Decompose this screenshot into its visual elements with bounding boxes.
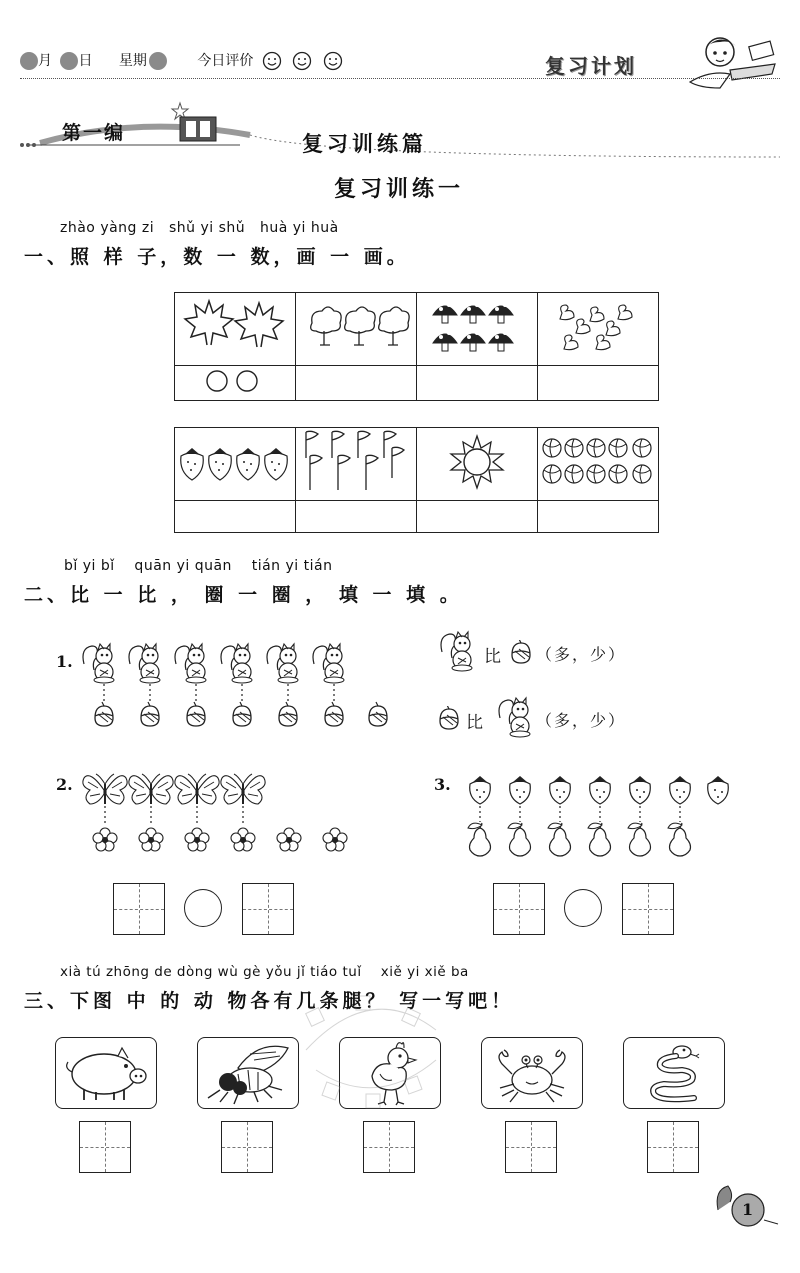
pig-icon: [56, 1038, 156, 1108]
smiley-icon: [262, 51, 282, 71]
q2-item-3-number: 3.: [434, 775, 451, 794]
answer-cell-trees[interactable]: [296, 366, 417, 401]
answer-box-left[interactable]: [493, 883, 545, 935]
weekday-label: 星期: [118, 53, 147, 69]
volleyball-icon: [538, 428, 658, 496]
compare-circle[interactable]: [564, 889, 602, 927]
chick-legs-answer-box[interactable]: [363, 1121, 415, 1173]
snake-picture: [623, 1037, 725, 1109]
watermark-stamp: [296, 990, 446, 1120]
choice-text[interactable]: （多，少）: [536, 645, 627, 664]
mushrooms-cell: [417, 293, 538, 366]
strawberries-cell: [175, 428, 296, 501]
crab-picture: [481, 1037, 583, 1109]
answer-box-right[interactable]: [242, 883, 294, 935]
page-number: 1: [742, 1200, 754, 1219]
compare-word: 比: [484, 647, 501, 667]
part-title: 复习训练篇: [302, 131, 427, 156]
q1-grid-1: [174, 292, 659, 401]
leaves-cell: [175, 293, 296, 366]
fly-legs-answer-box[interactable]: [221, 1121, 273, 1173]
trees-cell: [296, 293, 417, 366]
day-label: 日: [78, 53, 93, 69]
q2-title: 二、比 一 比 ， 圈 一 圈 ， 填 一 填 。: [24, 584, 463, 606]
compare-word: 比: [466, 713, 483, 733]
month-circle: [20, 52, 38, 70]
month-label: 月: [38, 53, 52, 69]
snake-icon: [624, 1038, 724, 1108]
squirrel-icon: [496, 696, 536, 740]
sun-icon: [417, 428, 537, 496]
strawberry-icon: [175, 428, 295, 496]
day-circle: [60, 52, 78, 70]
q3-pinyin: xià tú zhōng de dòng wù gè yǒu jǐ tiáo tuǐ xiě yi xiě ba: [60, 964, 469, 980]
squirrel-icon: [438, 630, 478, 674]
compare-circle[interactable]: [184, 889, 222, 927]
duck-icon: [538, 293, 658, 361]
maple-leaf-icon: [175, 293, 295, 361]
q2-item-2-number: 2.: [56, 775, 73, 794]
tree-icon: [296, 293, 416, 361]
ducks-cell: [538, 293, 659, 366]
flags-cell: [296, 428, 417, 501]
brand-title: 复习计划: [545, 54, 637, 78]
answer-box-right[interactable]: [622, 883, 674, 935]
sun-cell: [417, 428, 538, 501]
q1-title: 一、照 样 子，数 一 数，画 一 画。: [24, 246, 410, 268]
snake-legs-answer-box[interactable]: [647, 1121, 699, 1173]
butterflies-flowers-row: [78, 768, 358, 860]
q3-title: 三、下图 中 的 动 物各有几条腿？ 写一写吧！: [24, 990, 515, 1012]
squirrels-row: [80, 640, 400, 736]
header-divider: [20, 78, 780, 79]
q2-item-1-number: 1.: [56, 652, 73, 671]
answer-cell-flags[interactable]: [296, 501, 417, 533]
smiley-icon: [292, 51, 312, 71]
answer-box-left[interactable]: [113, 883, 165, 935]
answer-cell-balls[interactable]: [538, 501, 659, 533]
part-label: 第一编: [62, 122, 126, 144]
mushroom-icon: [417, 293, 537, 361]
nut-icon: [508, 640, 534, 666]
nut-icon: [436, 706, 462, 732]
fly-icon: [198, 1038, 298, 1108]
choice-text[interactable]: （多，少）: [536, 711, 627, 730]
lesson-title: 复习训练一: [334, 176, 465, 202]
girl-reading-icon: [680, 30, 780, 90]
answer-cell-sun[interactable]: [417, 501, 538, 533]
pig-legs-answer-box[interactable]: [79, 1121, 131, 1173]
q1-grid-2: [174, 427, 659, 533]
balls-cell: [538, 428, 659, 501]
header-bar: [20, 50, 780, 76]
q2-pinyin: bǐ yi bǐ quān yi quān tián yi tián: [64, 558, 333, 574]
crab-icon: [482, 1038, 582, 1108]
answer-cell-mushrooms[interactable]: [417, 366, 538, 401]
crab-legs-answer-box[interactable]: [505, 1121, 557, 1173]
pig-picture: [55, 1037, 157, 1109]
smiley-icon: [323, 51, 343, 71]
strawberries-pears-row: [458, 770, 748, 860]
flag-icon: [296, 428, 416, 496]
answer-cell-ducks[interactable]: [538, 366, 659, 401]
rating-label: 今日评价: [197, 53, 254, 69]
weekday-circle: [149, 52, 167, 70]
circle-icon: [175, 366, 295, 396]
fly-picture: [197, 1037, 299, 1109]
answer-cell-strawberries[interactable]: [175, 501, 296, 533]
answer-cell-example: [175, 366, 296, 401]
q1-pinyin: zhào yàng zi shǔ yi shǔ huà yi huà: [60, 220, 339, 236]
